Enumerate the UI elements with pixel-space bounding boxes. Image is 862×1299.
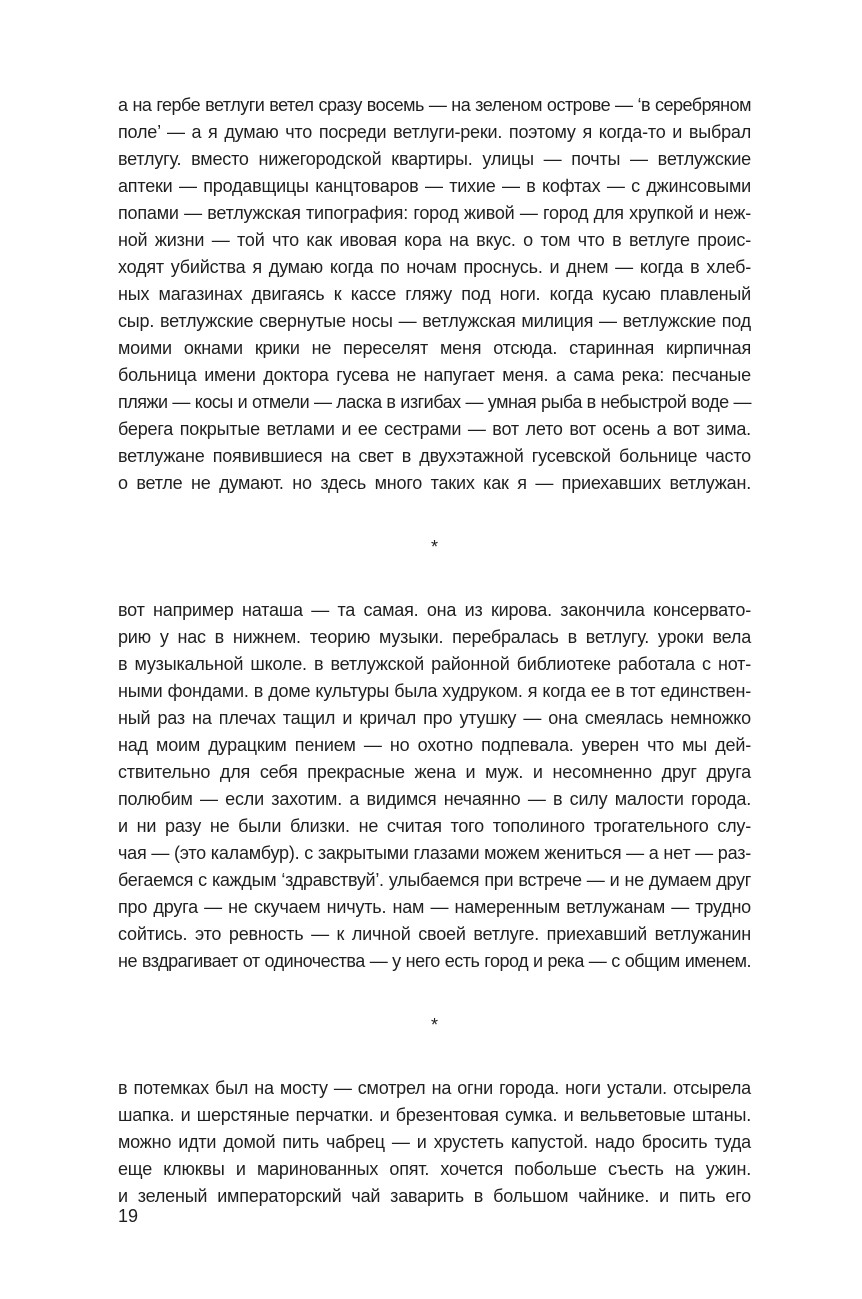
- page-number: 19: [118, 1206, 139, 1226]
- text-line: рию у нас в нижнем. теорию музыки. перебралась в ветлугу. уроки вела: [118, 627, 751, 647]
- text-line: ной жизни — той что как ивовая кора на вкус. о том что в ветлуге проис-: [118, 230, 751, 250]
- page-body: [118, 92, 751, 1210]
- text-line: ходят убийства я думаю когда по ночам проснусь. и днем — когда в хлеб-: [118, 257, 751, 277]
- text-line: берега покрытые ветлами и ее сестрами — вот лето вот осень а вот зима.: [118, 419, 751, 439]
- text-line: про друга — не скучаем ничуть. нам — намеренным ветлужанам — трудно: [118, 897, 751, 917]
- text-line: шапка. и шерстяные перчатки. и брезентовая сумка. и вельветовые штаны.: [118, 1105, 751, 1125]
- text-line: и зеленый императорский чай заварить в большом чайнике. и пить его: [118, 1186, 751, 1206]
- text-line: над моим дурацким пением — но охотно подпевала. уверен что мы дей-: [118, 735, 751, 755]
- text-line: поле’ — а я думаю что посреди ветлуги-реки. поэтому я когда-то и выбрал: [118, 122, 751, 142]
- text-line: не вздрагивает от одиночества — у него есть город и река — с общим именем.: [118, 951, 751, 971]
- text-line: ветлугу. вместо нижегородской квартиры. улицы — почты — ветлужские: [118, 149, 751, 169]
- text-line: ных магазинах двигаясь к кассе гляжу под ноги. когда кусаю плавленый: [118, 284, 751, 304]
- text-line: пляжи — косы и отмели — ласка в изгибах — умная рыба в небыстрой воде —: [118, 392, 751, 412]
- text-line: ствительно для себя прекрасные жена и муж. и несомненно друг друга: [118, 762, 751, 782]
- text-line: вот например наташа — та самая. она из кирова. закончила консервато-: [118, 600, 751, 620]
- text-line: сойтись. это ревность — к личной своей ветлуге. приехавший ветлужанин: [118, 924, 751, 944]
- text-line: в потемках был на мосту — смотрел на огни города. ноги устали. отсырела: [118, 1078, 751, 1098]
- section-separator: *: [430, 537, 438, 557]
- text-line: еще клюквы и маринованных опят. хочется побольше съесть на ужин.: [118, 1159, 751, 1179]
- paragraph-1: [118, 92, 751, 497]
- text-line: чая — (это каламбур). с закрытыми глазами можем жениться — а нет — раз-: [118, 843, 752, 863]
- text-line: ными фондами. в доме культуры была худруком. я когда ее в тот единствен-: [118, 681, 751, 701]
- text-line: сыр. ветлужские свернутые носы — ветлужская милиция — ветлужские под: [118, 311, 751, 331]
- text-line: в музыкальной школе. в ветлужской районной библиотеке работала с нот-: [118, 654, 751, 674]
- text-line: о ветле не думают. но здесь много таких как я — приехавших ветлужан.: [118, 473, 751, 493]
- text-line: попами — ветлужская типография: город живой — город для хрупкой и неж-: [118, 203, 751, 223]
- text-line: бегаемся с каждым ‘здравствуй’. улыбаемся при встрече — и не думаем друг: [118, 870, 751, 890]
- section-separator: *: [430, 1015, 438, 1035]
- text-line: а на гербе ветлуги ветел сразу восемь — на зеленом острове — ‘в серебряном: [118, 95, 751, 115]
- paragraph-3: [118, 1075, 751, 1210]
- text-line: ветлужане появившиеся на свет в двухэтажной гусевской больнице часто: [118, 446, 751, 466]
- text-line: полюбим — если захотим. а видимся нечаянно — в силу малости города.: [118, 789, 751, 809]
- text-line: и ни разу не были близки. не считая того тополиного трогательного слу-: [118, 816, 751, 836]
- text-line: больница имени доктора гусева не напугает меня. а сама река: песчаные: [118, 365, 751, 385]
- paragraph-2: [118, 597, 751, 975]
- text-line: аптеки — продавщицы канцтоваров — тихие — в кофтах — с джинсовыми: [118, 176, 751, 196]
- text-line: ный раз на плечах тащил и кричал про утушку — она смеялась немножко: [118, 708, 751, 728]
- text-line: моими окнами крики не переселят меня отсюда. старинная кирпичная: [118, 338, 751, 358]
- text-line: можно идти домой пить чабрец — и хрустеть капустой. надо бросить туда: [118, 1132, 751, 1152]
